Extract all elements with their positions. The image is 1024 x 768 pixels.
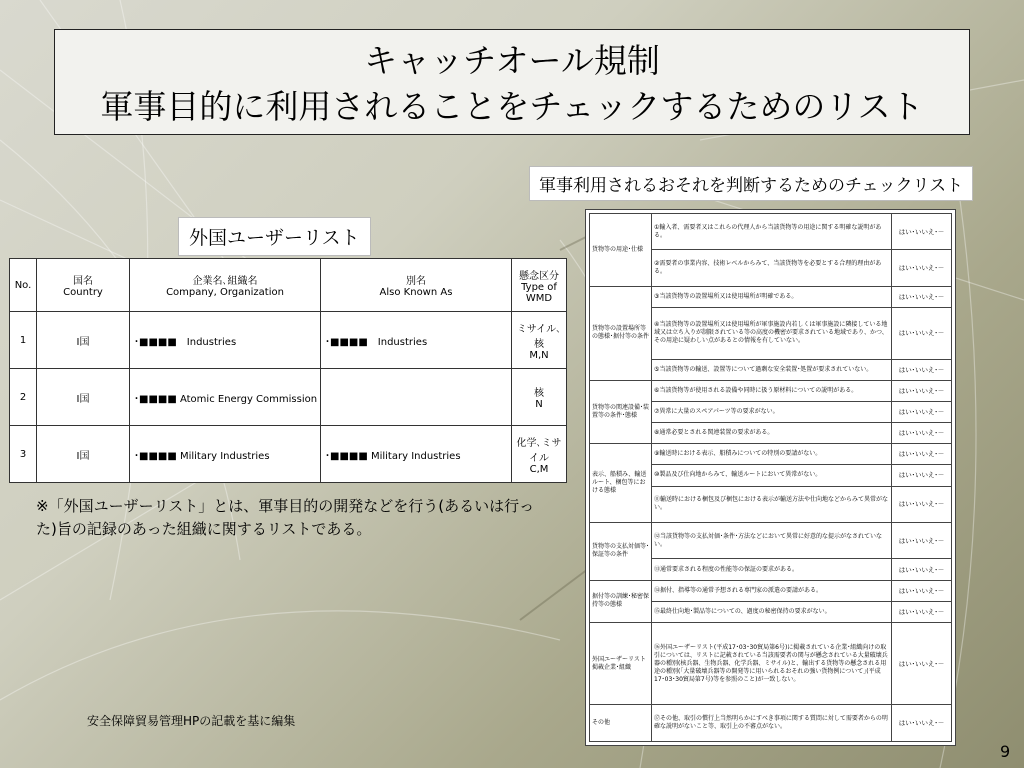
checklist-category: 外国ユーザーリスト掲載企業･組織 — [590, 622, 652, 705]
checklist-row — [590, 380, 952, 401]
checklist-row — [590, 705, 952, 742]
header-wmd: 懸念区分 Type of WMD — [512, 259, 567, 312]
checklist-answer[interactable]: はい･いいえ･－ — [892, 486, 952, 522]
checklist-answer[interactable]: はい･いいえ･－ — [892, 523, 952, 559]
checklist-table — [589, 213, 952, 742]
checklist-row — [590, 523, 952, 559]
row-country: I国 — [37, 369, 130, 426]
row-company: ･■■■■ Military Industries — [130, 426, 321, 483]
foreign-user-table — [9, 258, 567, 483]
table-row — [10, 369, 567, 426]
header-aka: 別名 Also Known As — [321, 259, 512, 312]
userlist-label: 外国ユーザーリスト — [178, 217, 371, 256]
header-country: 国名 Country — [37, 259, 130, 312]
checklist-category: 貨物等の用途･仕様 — [590, 214, 652, 287]
row-company: ･■■■■ Atomic Energy Commission — [130, 369, 321, 426]
checklist-category: その他 — [590, 705, 652, 742]
checklist-answer[interactable]: はい･いいえ･－ — [892, 380, 952, 401]
checklist-item: ⑭据付、指導等の通常予想される専門家の派遣の要請がある。 — [652, 580, 892, 601]
checklist-panel — [585, 209, 956, 746]
row-wmd: 核 N — [512, 369, 567, 426]
checklist-item: ⑤当該貨物等の輸送、設置等について過剰な安全装置･処置が要求されていない。 — [652, 359, 892, 380]
checklist-category: 貨物等の関連設備･装置等の条件･態様 — [590, 380, 652, 443]
checklist-item: ②需要者の事業内容、技術レベルからみて、当該貨物等を必要とする合理的理由がある。 — [652, 250, 892, 286]
checklist-answer[interactable]: はい･いいえ･－ — [892, 444, 952, 465]
checklist-item: ⑯外国ユーザーリスト(平成17･03･30貿局第6号)に掲載されている企業･組織向けの取引については、リストに記載されている当該需要者の関与が懸念されている大量破壊兵器の種別(核兵器、生物兵器、化学兵器、ミサイル)と、輸出する貨物等の懸念される用途の種別(｢大量破壊兵器等の開発等に用いられるおそれの強い貨物例について｣(平成17･03･30貿局第7号)等を参照のこと)が一致しない。 — [652, 622, 892, 705]
row-country: I国 — [37, 312, 130, 369]
checklist-item: ⑩製品及び仕向地からみて、輸送ルートにおいて異常がない。 — [652, 465, 892, 486]
header-no: No. — [10, 259, 37, 312]
checklist-row — [590, 580, 952, 601]
checklist-item: ⑫当該貨物等の支払対価･条件･方法などにおいて異常に好意的な提示がなされていない。 — [652, 523, 892, 559]
checklist-answer[interactable]: はい･いいえ･－ — [892, 359, 952, 380]
checklist-item: ③当該貨物等の設置場所又は使用場所が明確である。 — [652, 286, 892, 307]
checklist-item: ⑬通常要求される程度の性能等の保証の要求がある。 — [652, 559, 892, 580]
row-no: 2 — [10, 369, 37, 426]
checklist-item: ④当該貨物等の設置場所又は使用場所が軍事施設内若しくは軍事施設に隣接している地域又は立ち入りが制限されている等の高度の機密が要求されている地域であり、かつ、その用途に疑わしい点があるとの情報を有していない。 — [652, 308, 892, 360]
table-row — [10, 312, 567, 369]
checklist-item: ⑮最終仕向地･製品等についての、過度の秘密保持の要求がない。 — [652, 601, 892, 622]
checklist-answer[interactable]: はい･いいえ･－ — [892, 601, 952, 622]
header-company: 企業名､組織名 Company, Organization — [130, 259, 321, 312]
row-aka — [321, 369, 512, 426]
row-aka: ･■■■■ Industries — [321, 312, 512, 369]
checklist-row — [590, 214, 952, 250]
row-no: 1 — [10, 312, 37, 369]
checklist-answer[interactable]: はい･いいえ･－ — [892, 402, 952, 423]
row-aka: ･■■■■ Military Industries — [321, 426, 512, 483]
table-row — [10, 426, 567, 483]
row-company: ･■■■■ Industries — [130, 312, 321, 369]
title-box — [54, 29, 970, 135]
source-note: 安全保障貿易管理HPの記載を基に編集 — [87, 714, 296, 728]
page-number: 9 — [1000, 742, 1011, 761]
checklist-answer[interactable]: はい･いいえ･－ — [892, 308, 952, 360]
row-country: I国 — [37, 426, 130, 483]
checklist-item: ⑥当該貨物等が使用される設備や同時に扱う原材料についての説明がある。 — [652, 380, 892, 401]
checklist-answer[interactable]: はい･いいえ･－ — [892, 580, 952, 601]
checklist-answer[interactable]: はい･いいえ･－ — [892, 250, 952, 286]
checklist-item: ⑧通常必要とされる関連装置の要求がある。 — [652, 423, 892, 444]
checklist-category: 表示、船積み、輸送ルート、梱包等における態様 — [590, 444, 652, 523]
checklist-answer[interactable]: はい･いいえ･－ — [892, 286, 952, 307]
title-line-2: 軍事目的に利用されることをチェックするためのリスト — [100, 87, 924, 126]
checklist-item: ⑰その他、取引の慣行上当然明らかにすべき事項に関する質問に対して需要者からの明確な説明がないこと等、取引上の不審点がない。 — [652, 705, 892, 742]
checklist-answer[interactable]: はい･いいえ･－ — [892, 559, 952, 580]
checklist-item: ⑪輸送時における梱包及び梱包における表示が輸送方法や仕向地などからみて異常がない。 — [652, 486, 892, 522]
title-line-1: キャッチオール規制 — [364, 41, 660, 80]
row-no: 3 — [10, 426, 37, 483]
checklist-category: 貨物等の設置場所等の態様･据付等の条件 — [590, 286, 652, 380]
checklist-row — [590, 622, 952, 705]
checklist-category: 据付等の訓練･秘密保持等の態様 — [590, 580, 652, 622]
checklist-answer[interactable]: はい･いいえ･－ — [892, 214, 952, 250]
checklist-row — [590, 286, 952, 307]
checklist-answer[interactable]: はい･いいえ･－ — [892, 622, 952, 705]
row-wmd: ミサイル､核 M,N — [512, 312, 567, 369]
footnote: ※「外国ユーザーリスト」とは、軍事目的の開発などを行う(あるいは行った)旨の記録のあった組織に関するリストである。 — [36, 497, 535, 538]
checklist-answer[interactable]: はい･いいえ･－ — [892, 705, 952, 742]
checklist-category: 貨物等の支払対価等･保証等の条件 — [590, 523, 652, 581]
checklist-answer[interactable]: はい･いいえ･－ — [892, 423, 952, 444]
checklist-item: ⑦異常に大量のスペアパーツ等の要求がない。 — [652, 402, 892, 423]
table-header-row — [10, 259, 567, 312]
checklist-answer[interactable]: はい･いいえ･－ — [892, 465, 952, 486]
row-wmd: 化学､ミサイル C,M — [512, 426, 567, 483]
checklist-item: ①輸入者、需要者又はこれらの代理人から当該貨物等の用途に関する明確な説明がある。 — [652, 214, 892, 250]
checklist-row — [590, 444, 952, 465]
checklist-item: ⑨輸送時における表示、船積みについての特別の要請がない。 — [652, 444, 892, 465]
checklist-label: 軍事利用されるおそれを判断するためのチェックリスト — [529, 166, 973, 201]
